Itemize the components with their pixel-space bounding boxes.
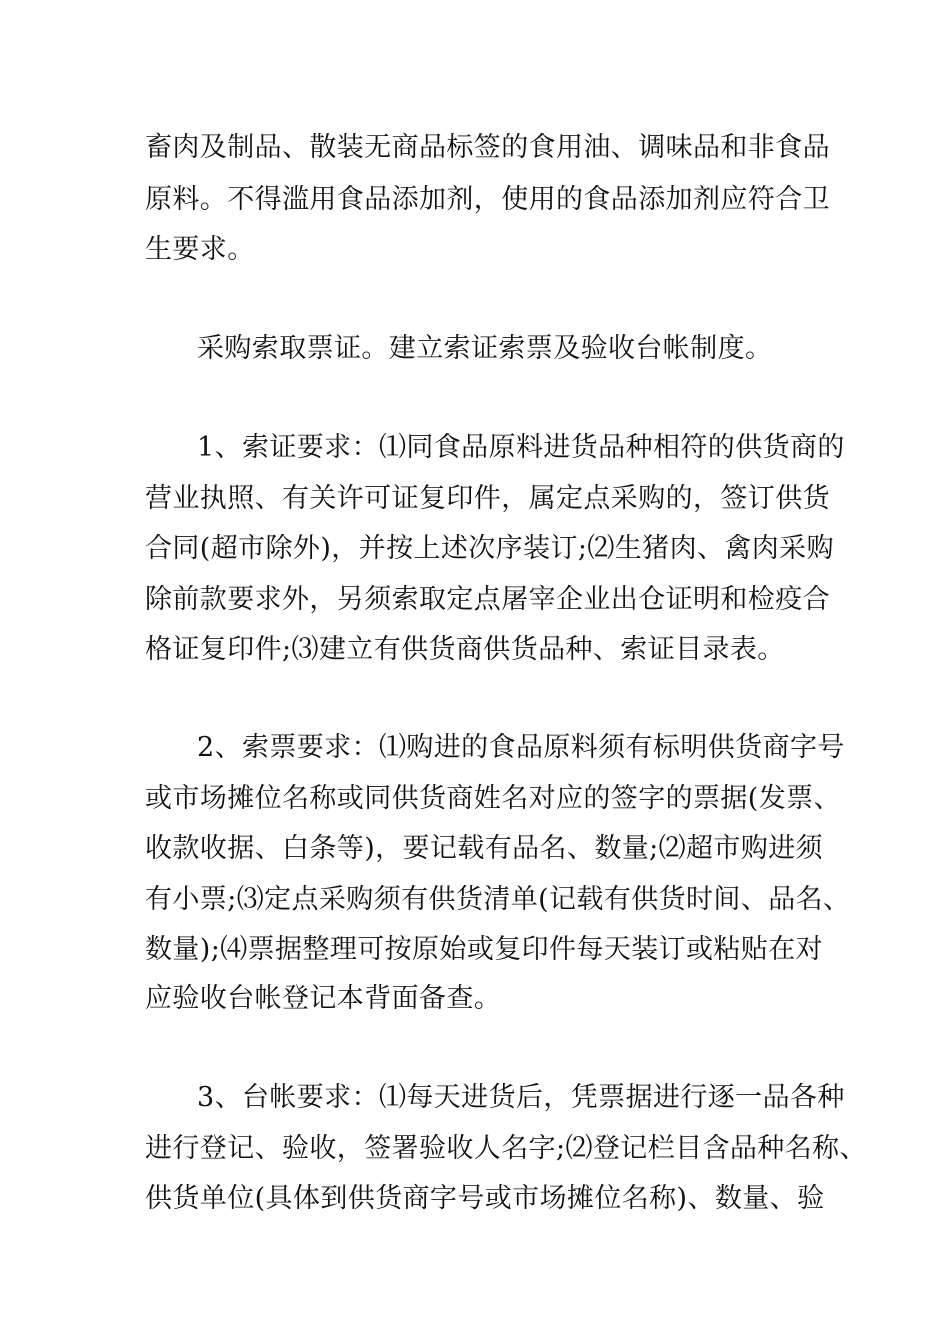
text-line: 3、台帐要求：⑴每天进货后，凭票据进行逐一品各种	[197, 1082, 845, 1113]
text-line: 2、索票要求：⑴购进的食品原料须有标明供货商字号	[197, 732, 845, 763]
text-line: 1、索证要求：⑴同食品原料进货品种相符的供货商的	[197, 432, 845, 463]
text-line: 有小票;⑶定点采购须有供货清单(记载有供货时间、品名、	[145, 884, 851, 915]
text-line: 收款收据、白条等)，要记载有品名、数量;⑵超市购进须	[145, 833, 824, 864]
text-line: 格证复印件;⑶建立有供货商供货品种、索证目录表。	[145, 634, 785, 665]
text-line: 进行登记、验收，签署验收人名字;⑵登记栏目含品种名称、	[145, 1133, 867, 1164]
text-line: 营业执照、有关许可证复印件，属定点采购的，签订供货	[145, 483, 830, 514]
text-line: 原料。不得滥用食品添加剂，使用的食品添加剂应符合卫	[145, 184, 830, 215]
text-line: 生要求。	[145, 234, 255, 265]
text-line: 采购索取票证。建立索证索票及验收台帐制度。	[197, 333, 773, 364]
text-line: 或市场摊位名称或同供货商姓名对应的签字的票据(发票、	[145, 783, 841, 814]
text-line: 合同(超市除外)，并按上述次序装订;⑵生猪肉、禽肉采购	[145, 533, 834, 564]
text-line: 数量);⑷票据整理可按原始或复印件每天装订或粘贴在对	[145, 934, 824, 965]
text-line: 除前款要求外，另须索取定点屠宰企业出仓证明和检疫合	[145, 584, 830, 615]
text-line: 应验收台帐登记本背面备查。	[145, 983, 502, 1014]
text-line: 供货单位(具体到供货商字号或市场摊位名称)、数量、验	[145, 1183, 825, 1214]
text-line: 畜肉及制品、散装无商品标签的食用油、调味品和非食品	[145, 132, 830, 163]
